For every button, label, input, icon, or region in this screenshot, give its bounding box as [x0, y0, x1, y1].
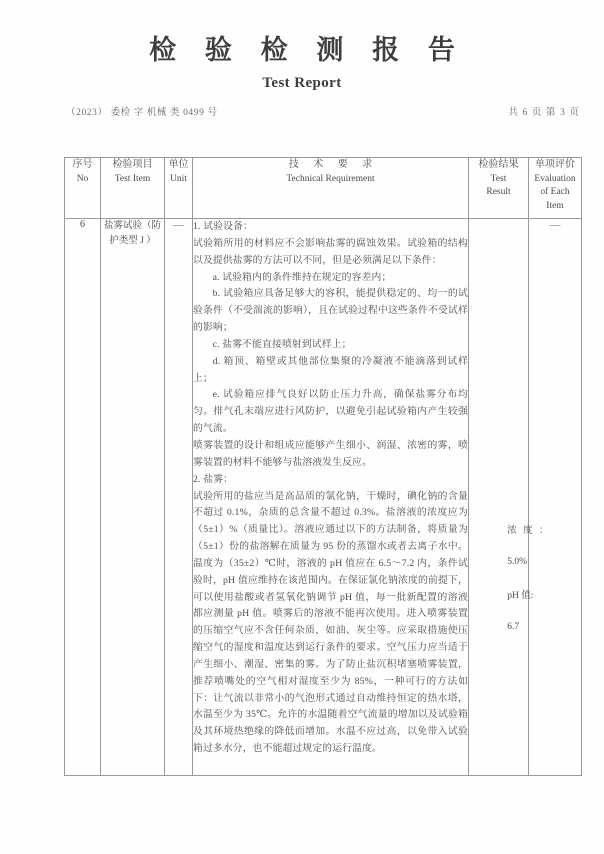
header-cell-no — [65, 158, 101, 219]
requirement-text-body — [193, 219, 468, 758]
report-number: （2023） 委检 字 机械 类 0499 号 — [66, 108, 218, 118]
report-meta-row — [66, 104, 580, 118]
header-cell-evaluation — [529, 158, 582, 219]
header-cell-unit — [165, 158, 193, 219]
requirement-paragraph: d. 箱顶、箱壁或其他部位集聚的冷凝液不能滴落到试样上； — [193, 355, 468, 384]
header-eval-en-1: Evaluation — [534, 173, 576, 184]
header-unit-cn: 单位 — [168, 159, 189, 170]
cell-test-result — [469, 219, 551, 776]
header-cell-requirement — [193, 158, 469, 219]
header-result-en-1: Test — [490, 173, 507, 184]
cell-technical-requirement — [193, 219, 469, 776]
result-ph-label: pH 值: — [507, 591, 534, 602]
requirement-paragraph: 试验箱所用的材料应不会影响盐雾的腐蚀效果。试验箱的结构以及提供盐雾的方法可以不同，但是必须满足以下条件： — [193, 237, 468, 266]
cell-sequence-number: 6 — [65, 219, 101, 776]
header-unit-en: Unit — [170, 173, 187, 184]
result-values-wrapper — [469, 219, 551, 775]
cell-test-item-name: 盐雾试验（防护类型 J ） — [101, 219, 165, 776]
header-result-cn: 检验结果 — [478, 159, 519, 170]
header-requirement-cn: 技 术 要 求 — [288, 159, 379, 170]
header-item-cn: 检验项目 — [112, 159, 153, 170]
requirement-paragraph: 2. 盐雾： — [193, 473, 234, 485]
requirement-paragraph: b. 试验箱应具备足够大的容积，能提供稳定的、均一的试验条件（不受湍流的影响），且在试验过程中这些条件不受试样的影响； — [193, 288, 468, 334]
header-cell-test-item — [101, 158, 165, 219]
requirement-paragraph: 1. 试验设备： — [193, 221, 253, 232]
requirement-paragraph: a. 试验箱内的条件维持在规定的容差内； — [212, 271, 392, 283]
result-ph — [474, 574, 533, 650]
requirement-paragraph: 喷雾装置的设计和组成应能够产生细小、润湿、浓密的雾，喷雾装置的材料不能够与盐溶液发生反应。 — [193, 439, 468, 468]
result-concentration-label: 浓 度 ： — [507, 526, 551, 537]
header-no-cn: 序号 — [72, 159, 93, 170]
header-eval-en-3: Item — [546, 201, 564, 212]
table-header-row — [65, 158, 582, 219]
result-concentration-value: 5.0% — [507, 556, 528, 567]
header-requirement-en: Technical Requirement — [286, 173, 375, 184]
header-item-en: Test Item — [114, 173, 151, 184]
header-eval-cn: 单项评价 — [535, 159, 575, 170]
table-row — [65, 219, 582, 776]
header-eval-en-2: of Each — [540, 187, 570, 198]
header-cell-result — [469, 158, 529, 219]
requirement-paragraph: e. 试验箱应排气良好以防止压力升高，确保盐雾分布均匀。排气孔末端应进行风防护，以避免引起试验箱内产生较强的气流。 — [193, 389, 468, 435]
requirement-paragraph: 试验所用的盐应当是高品质的氯化钠，干燥时，碘化钠的含量不超过 0.1%，杂质的总含量不超过 0.3%。盐溶液的浓度应为（5±1）%（质量比）。溶液应通过以下的方法制备，将质量为（5±1）份的盐溶解在质量为 95 份的蒸馏水或者去离子水中。温度为（35±2）℃时，溶液的 pH 值应在 6.5～7.2 内，条件试验时，pH 值应维持在该范围内。在保证氯化钠浓度的前提下，可以使用盐酸或者氢氧化钠调节 pH 值，每一批新配置的溶液都应测量 pH 值。喷雾后的溶液不能再次使用。进入喷雾装置的压缩空气应不含任何杂质，如油、灰尘等。应采取措施使压缩空气的湿度和温度达到运行条件的要求。空气压力应当适于产生细小、潮湿、密集的雾。为了防止盐沉积堵塞喷雾装置，推荐喷嘴处的空气相对湿度至少为 85%，一种可行的方法如下：让气流以非常小的气泡形式通过自动维持恒定的热水塔，水温至少为 35℃。允许的水温随着空气流量的增加以及试验箱及其环境热绝缘的降低而增加。水温不应过高，以免带入试验箱过多水分，也不能超过规定的运行温度。 — [193, 490, 468, 755]
test-result-table — [64, 157, 582, 776]
cell-unit-value: — — [165, 219, 193, 776]
header-no-en: No — [76, 173, 89, 184]
page-title-english: Test Report — [262, 74, 342, 91]
requirement-paragraph: c. 盐雾不能直接喷射到试样上； — [212, 338, 352, 350]
page-title-chinese: 检 验 检 测 报 告 — [149, 35, 466, 65]
report-title-block — [0, 34, 604, 92]
page-indicator: 共 6 页 第 3 页 — [508, 108, 580, 118]
cell-evaluation-value: — — [529, 219, 582, 776]
header-result-en-2: Result — [486, 187, 511, 198]
result-ph-value: 6.7 — [507, 621, 520, 632]
